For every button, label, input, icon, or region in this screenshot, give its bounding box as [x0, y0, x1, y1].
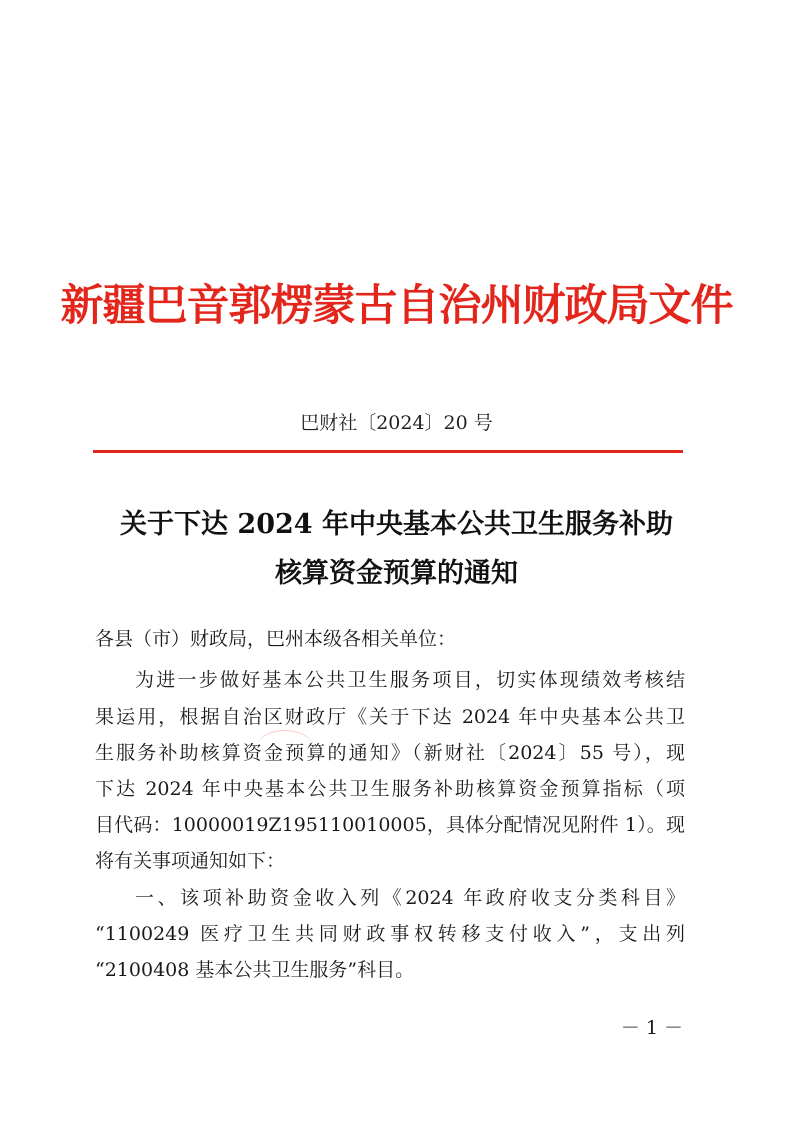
body-paragraph-line: 将有关事项通知如下：: [95, 850, 286, 872]
body-paragraph-line: 一、该项补助资金收入列《2024 年政府收支分类科目》: [135, 887, 685, 909]
document-title-line-2: 核算资金预算的通知: [275, 558, 518, 589]
body-paragraph-line: 下达 2024 年中央基本公共卫生服务补助核算资金预算指标（项: [95, 778, 685, 800]
body-paragraph-line: 为进一步做好基本公共卫生服务项目，切实体现绩效考核结: [135, 669, 685, 691]
document-number: 巴财社〔2024〕20 号: [300, 412, 493, 434]
body-paragraph-line: “2100408 基本公共卫生服务”科目。: [95, 959, 415, 981]
body-paragraph-line: 生服务补助核算资金预算的通知》（新财社〔2024〕55 号），现: [95, 742, 685, 764]
issuing-authority-header: 新疆巴音郭楞蒙古自治州财政局文件: [60, 281, 733, 331]
red-separator-line: [93, 450, 683, 453]
page-number: － 1 －: [620, 1017, 683, 1039]
body-paragraph-line: 目代码：10000019Z195110010005，具体分配情况见附件 1）。现: [95, 814, 685, 836]
recipients-line: 各县（市）财政局，巴州本级各相关单位：: [95, 628, 457, 650]
document-title-line-1: 关于下达 2024 年中央基本公共卫生服务补助: [120, 509, 673, 540]
body-paragraph-line: “1100249 医疗卫生共同财政事权转移支付收入”，支出列: [95, 923, 685, 945]
body-paragraph-line: 果运用，根据自治区财政厅《关于下达 2024 年中央基本公共卫: [95, 706, 685, 728]
